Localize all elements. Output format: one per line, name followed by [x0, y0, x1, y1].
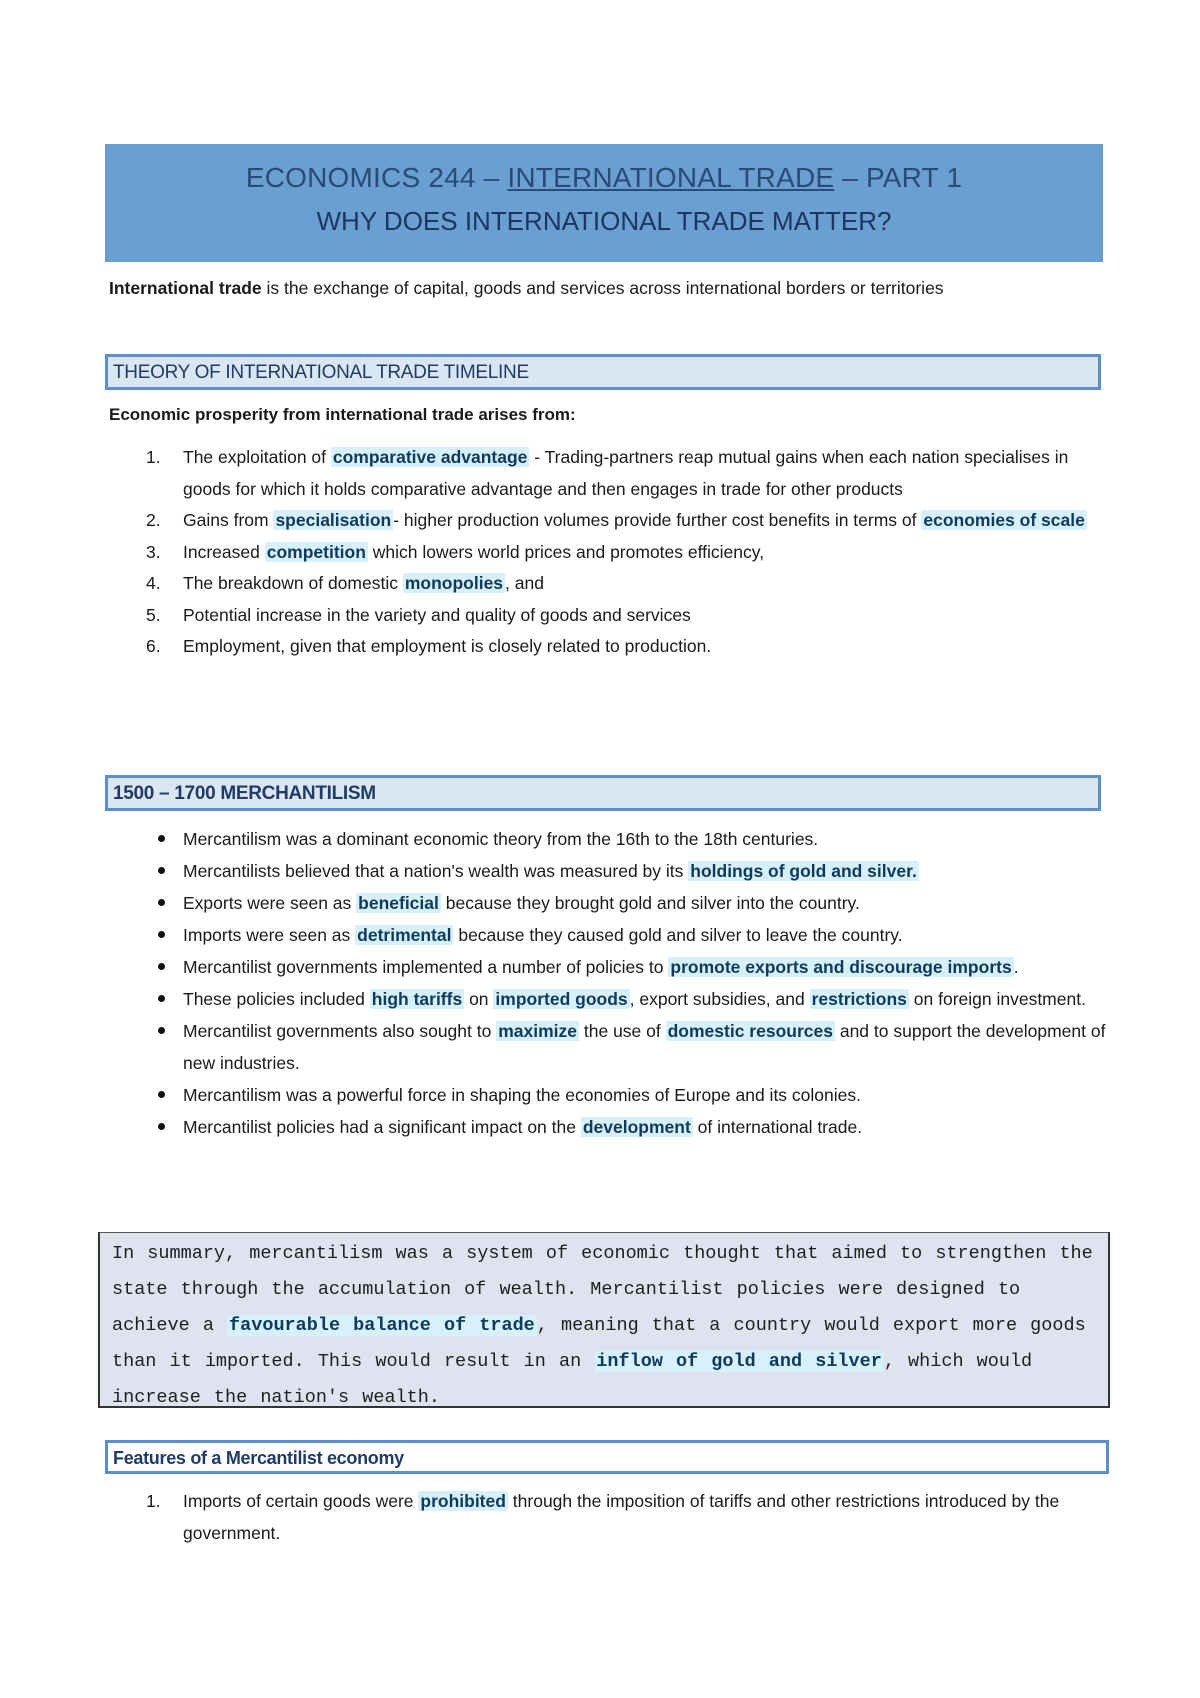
item-text: Imports were seen as	[183, 925, 356, 945]
highlight-term: favourable balance of trade	[229, 1315, 535, 1336]
features-list	[109, 1486, 1109, 1549]
highlight-term: restrictions	[811, 989, 907, 1009]
list-number: 4.	[146, 573, 161, 593]
list-item	[109, 1015, 1109, 1079]
list-item	[109, 631, 1109, 663]
list-number: 6.	[146, 636, 161, 656]
highlight-term: monopolies	[404, 573, 504, 593]
highlight-term: beneficial	[358, 893, 439, 913]
prosperity-list	[109, 442, 1109, 663]
list-item	[109, 919, 1109, 951]
highlight-term: high tariffs	[371, 989, 463, 1009]
bullet-icon	[158, 1027, 165, 1034]
item-text: on foreign investment.	[908, 989, 1086, 1009]
section-heading-theory: THEORY OF INTERNATIONAL TRADE TIMELINE	[105, 354, 1101, 390]
item-text: , and	[505, 573, 544, 593]
list-number: 1.	[146, 1491, 161, 1511]
highlight-term: specialisation	[275, 510, 392, 530]
list-item	[109, 600, 1109, 632]
page-subtitle: WHY DOES INTERNATIONAL TRADE MATTER?	[316, 206, 892, 236]
bullet-icon	[158, 1123, 165, 1130]
summary-text: In summary, mercantilism was a system of economic thought that aimed to strengthen the state through the accumulation of wealth. Mercantilist policies were designed to achieve a	[112, 1243, 1093, 1336]
item-text: because they brought gold and silver into the country.	[440, 893, 860, 913]
item-text: - higher production volumes provide further cost benefits in terms of	[393, 510, 922, 530]
highlight-term: comparative advantage	[332, 447, 528, 467]
item-text: the use of	[579, 1021, 666, 1041]
highlight-term: economies of scale	[923, 510, 1085, 530]
item-text: Mercantilist governments implemented a number of policies to	[183, 957, 669, 977]
bullet-icon	[158, 995, 165, 1002]
highlight-term: detrimental	[357, 925, 452, 945]
item-text: through the imposition of tariffs and other restrictions introduced by the government.	[183, 1491, 1060, 1543]
merchantilism-bullets	[109, 823, 1109, 1143]
definition-term: International trade	[109, 278, 262, 298]
summary-text: , meaning that a country would export more goods than it imported. This would result in an	[112, 1315, 1086, 1372]
bullet-icon	[158, 931, 165, 938]
item-text: - Trading-partners reap mutual gains when each nation specialises in goods for which it holds comparative advantage and then engages in trade for other products	[183, 447, 1069, 499]
item-text: Exports were seen as	[183, 893, 357, 913]
title-banner	[105, 144, 1103, 262]
item-text: .	[1013, 957, 1019, 977]
bullet-icon	[158, 899, 165, 906]
course-title	[105, 162, 1103, 194]
summary-box	[98, 1232, 1110, 1408]
item-text: Employment, given that employment is closely related to production.	[183, 636, 712, 656]
bullet-icon	[158, 963, 165, 970]
definition-text: is the exchange of capital, goods and services across international borders or territories	[261, 278, 944, 298]
list-item	[109, 823, 1109, 855]
list-number: 1.	[146, 447, 161, 467]
bullet-icon	[158, 835, 165, 842]
highlight-term: maximize	[498, 1021, 578, 1041]
course-prefix: ECONOMICS 244 –	[245, 162, 500, 193]
list-item	[109, 887, 1109, 919]
list-item	[109, 1111, 1109, 1143]
list-item	[109, 568, 1109, 600]
item-text: because they caused gold and silver to leave the country.	[453, 925, 903, 945]
item-text: The breakdown of domestic	[183, 573, 403, 593]
highlight-term: domestic resources	[667, 1021, 833, 1041]
item-text: Gains from	[183, 510, 274, 530]
list-item	[109, 855, 1109, 887]
list-number: 2.	[146, 510, 161, 530]
item-text: Mercantilist policies had a significant impact on the	[183, 1117, 581, 1137]
section-heading-merchantilism: 1500 – 1700 MERCHANTILISM	[105, 775, 1101, 811]
item-text: and to support the development of new industries.	[183, 1021, 1106, 1073]
item-text: Potential increase in the variety and quality of goods and services	[183, 604, 691, 625]
item-text: Imports of certain goods were	[183, 1491, 419, 1511]
highlight-term: imported goods	[495, 989, 628, 1009]
item-text: Mercantilists believed that a nation's wealth was measured by its	[183, 861, 689, 881]
bullet-icon	[158, 1091, 165, 1098]
list-number: 5.	[146, 604, 161, 625]
summary-text: , which would increase the nation's wealth.	[112, 1351, 1033, 1408]
item-text: Increased	[183, 541, 265, 562]
item-text: , export subsidies, and	[629, 989, 810, 1009]
list-item	[109, 983, 1109, 1015]
list-item	[109, 505, 1109, 537]
highlight-term: holdings of gold and silver.	[690, 861, 917, 881]
item-text: of international trade.	[692, 1117, 863, 1137]
item-text: on	[464, 989, 494, 1009]
item-text: Mercantilism was a powerful force in shaping the economies of Europe and its colonies.	[183, 1085, 861, 1105]
highlight-term: promote exports and discourage imports	[670, 957, 1012, 977]
highlight-term: development	[582, 1117, 691, 1137]
highlight-term: inflow of gold and silver	[596, 1351, 882, 1372]
item-text: These policies included	[183, 989, 370, 1009]
highlight-term: prohibited	[420, 1491, 506, 1511]
item-text: Mercantilism was a dominant economic theory from the 16th to the 18th centuries.	[183, 829, 819, 849]
list-item	[109, 1079, 1109, 1111]
section-heading-features: Features of a Mercantilist economy	[105, 1440, 1109, 1474]
list-item	[109, 442, 1109, 505]
course-suffix: – PART 1	[842, 162, 963, 193]
item-text: The exploitation of	[183, 447, 331, 467]
list-item	[109, 951, 1109, 983]
bullet-icon	[158, 867, 165, 874]
list-item	[109, 1486, 1109, 1549]
item-text: which lowers world prices and promotes efficiency,	[367, 541, 765, 562]
list-item	[109, 537, 1109, 569]
definition-paragraph	[109, 278, 1109, 299]
highlight-term: competition	[266, 541, 366, 562]
item-text: Mercantilist governments also sought to	[183, 1021, 497, 1041]
course-topic: INTERNATIONAL TRADE	[507, 162, 835, 193]
section-intro: Economic prosperity from international trade arises from:	[109, 405, 576, 424]
list-number: 3.	[146, 541, 161, 562]
